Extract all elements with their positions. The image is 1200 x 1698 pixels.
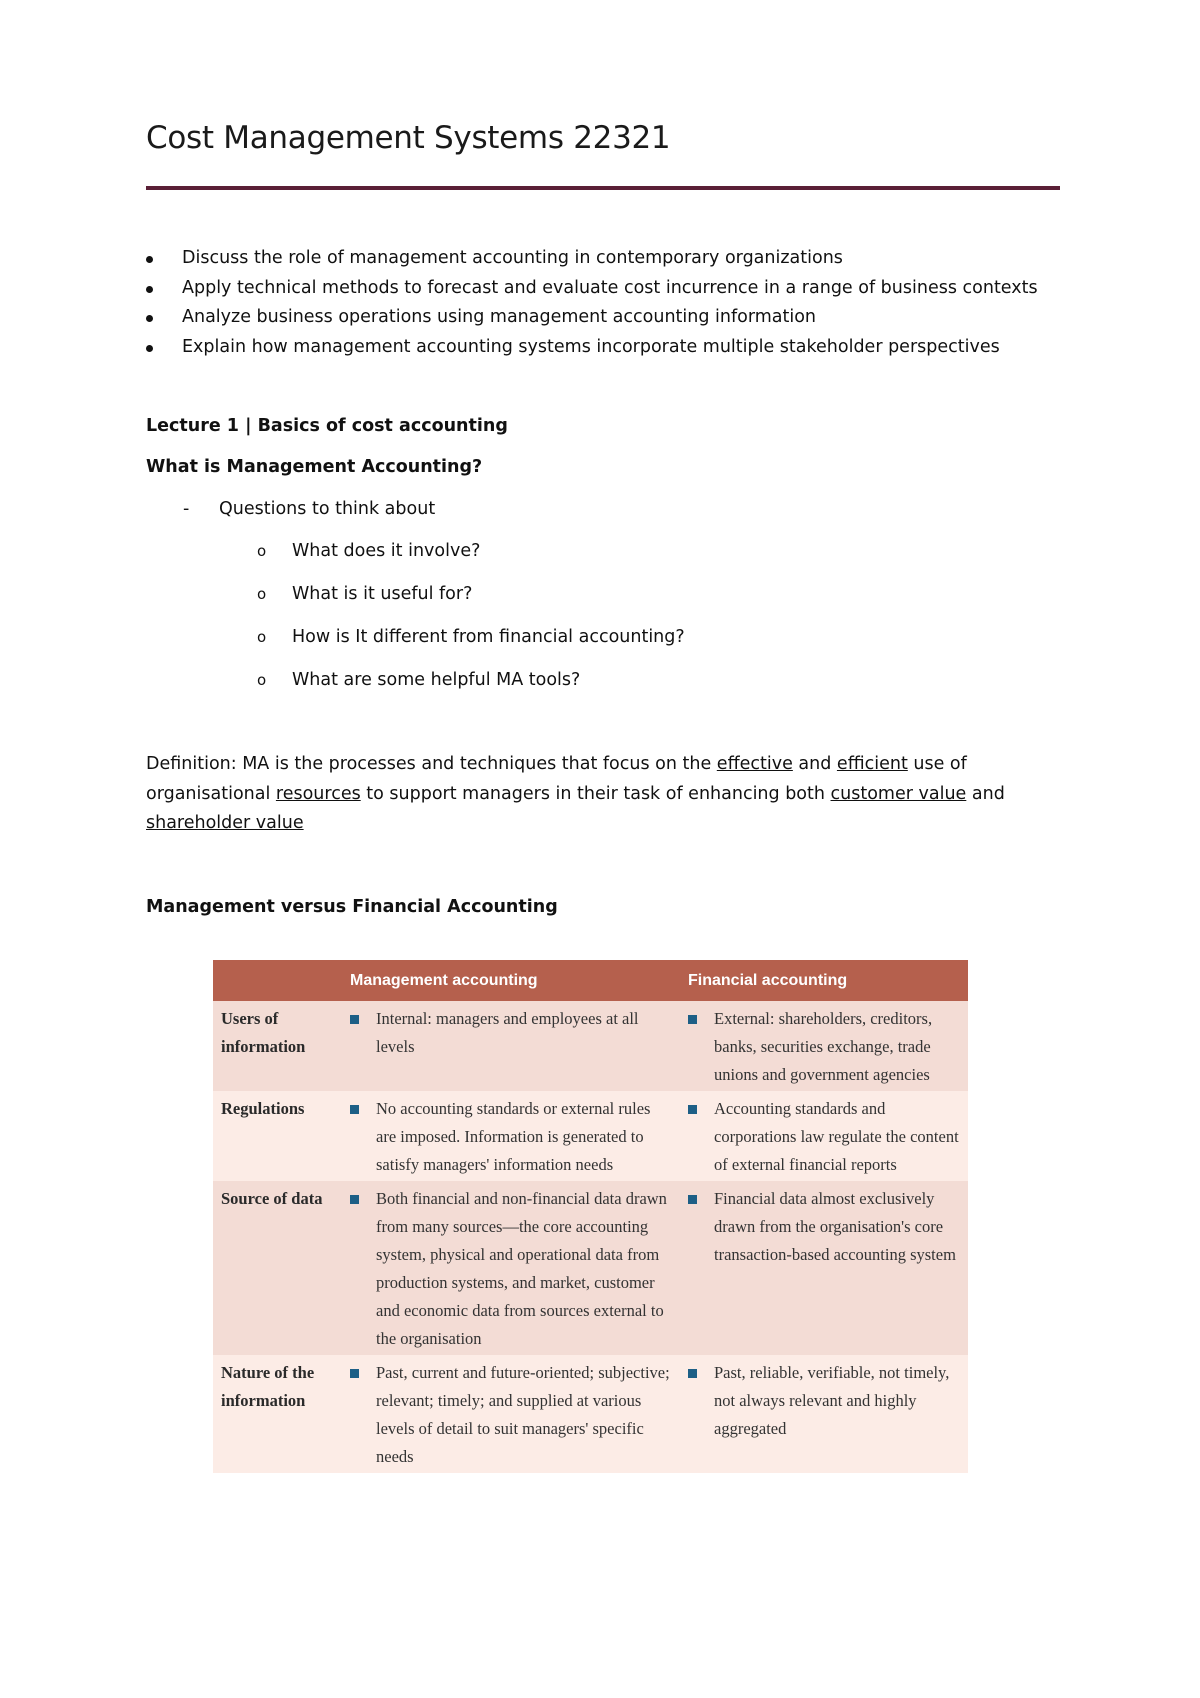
square-bullet-icon [350, 1369, 359, 1378]
bullet-icon [146, 315, 153, 322]
question-item: o What are some helpful MA tools? [257, 670, 581, 690]
square-bullet-icon [350, 1195, 359, 1204]
table-row [213, 1001, 968, 1091]
underlined-term: customer value [830, 783, 967, 804]
title-divider [146, 186, 1060, 190]
underlined-term: resources [275, 783, 361, 804]
table-row [213, 1181, 968, 1355]
table-cell: Financial data almost exclusively drawn from the organisation's core transaction-based accounting system [680, 1181, 968, 1355]
circle-bullet-icon: o [257, 671, 267, 689]
table-cell: External: shareholders, creditors, banks, securities exchange, trade unions and government agencies [680, 1001, 968, 1091]
question-item: o How is It different from financial accounting? [257, 627, 685, 647]
lecture-heading: Lecture 1 | Basics of cost accounting [146, 416, 508, 436]
questions-label: - Questions to think about [183, 499, 436, 519]
list-item: Analyze business operations using management accounting information [146, 303, 1038, 333]
column-header [213, 960, 342, 1001]
table-cell: Past, reliable, verifiable, not timely, not always relevant and highly aggregated [680, 1355, 968, 1473]
learning-objectives-list [146, 244, 1038, 362]
definition-label: Definition: [146, 754, 237, 774]
list-item: Discuss the role of management accounting in contemporary organizations [146, 244, 1038, 274]
table-row [213, 1091, 968, 1181]
table-cell: Past, current and future-oriented; subjective; relevant; timely; and supplied at various levels of detail to suit managers' specific needs [342, 1355, 680, 1473]
row-label: Nature of the information [213, 1355, 342, 1473]
dash-marker: - [183, 499, 190, 519]
section-heading: What is Management Accounting? [146, 457, 483, 477]
table-cell: Both financial and non-financial data drawn from many sources—the core accounting system, physical and operational data from production systems, and market, customer and economic data from sources external to the organisation [342, 1181, 680, 1355]
table-cell: Internal: managers and employees at all levels [342, 1001, 680, 1091]
table-row [213, 1355, 968, 1473]
column-header: Financial accounting [680, 960, 968, 1001]
square-bullet-icon [350, 1015, 359, 1024]
square-bullet-icon [350, 1105, 359, 1114]
square-bullet-icon [688, 1369, 697, 1378]
bullet-icon [146, 256, 153, 263]
bullet-icon [146, 345, 153, 352]
circle-bullet-icon: o [257, 542, 267, 560]
comparison-table [213, 960, 968, 1473]
list-item: Apply technical methods to forecast and evaluate cost incurrence in a range of business contexts [146, 274, 1038, 304]
column-header: Management accounting [342, 960, 680, 1001]
table-cell: No accounting standards or external rules are imposed. Information is generated to satisfy managers' information needs [342, 1091, 680, 1181]
page-title: Cost Management Systems 22321 [146, 120, 671, 156]
bullet-icon [146, 286, 153, 293]
question-item: o What does it involve? [257, 541, 481, 561]
underlined-term: efficient [836, 754, 908, 774]
square-bullet-icon [688, 1105, 697, 1114]
row-label: Source of data [213, 1181, 342, 1355]
definition-paragraph: Definition: MA is the processes and techniques that focus on the effective and efficient use of organisational resources to support managers in their task of enhancing both customer value and shareholder value [146, 754, 1005, 833]
square-bullet-icon [688, 1195, 697, 1204]
row-label: Regulations [213, 1091, 342, 1181]
square-bullet-icon [688, 1015, 697, 1024]
underlined-term: effective [716, 754, 793, 774]
comparison-heading: Management versus Financial Accounting [146, 897, 558, 917]
circle-bullet-icon: o [257, 585, 267, 603]
row-label: Users of information [213, 1001, 342, 1091]
list-item: Explain how management accounting systems incorporate multiple stakeholder perspectives [146, 333, 1038, 363]
table-cell: Accounting standards and corporations law regulate the content of external financial reports [680, 1091, 968, 1181]
underlined-term: shareholder value [146, 813, 304, 833]
table-header-row [213, 960, 968, 1001]
question-item: o What is it useful for? [257, 584, 473, 604]
circle-bullet-icon: o [257, 628, 267, 646]
